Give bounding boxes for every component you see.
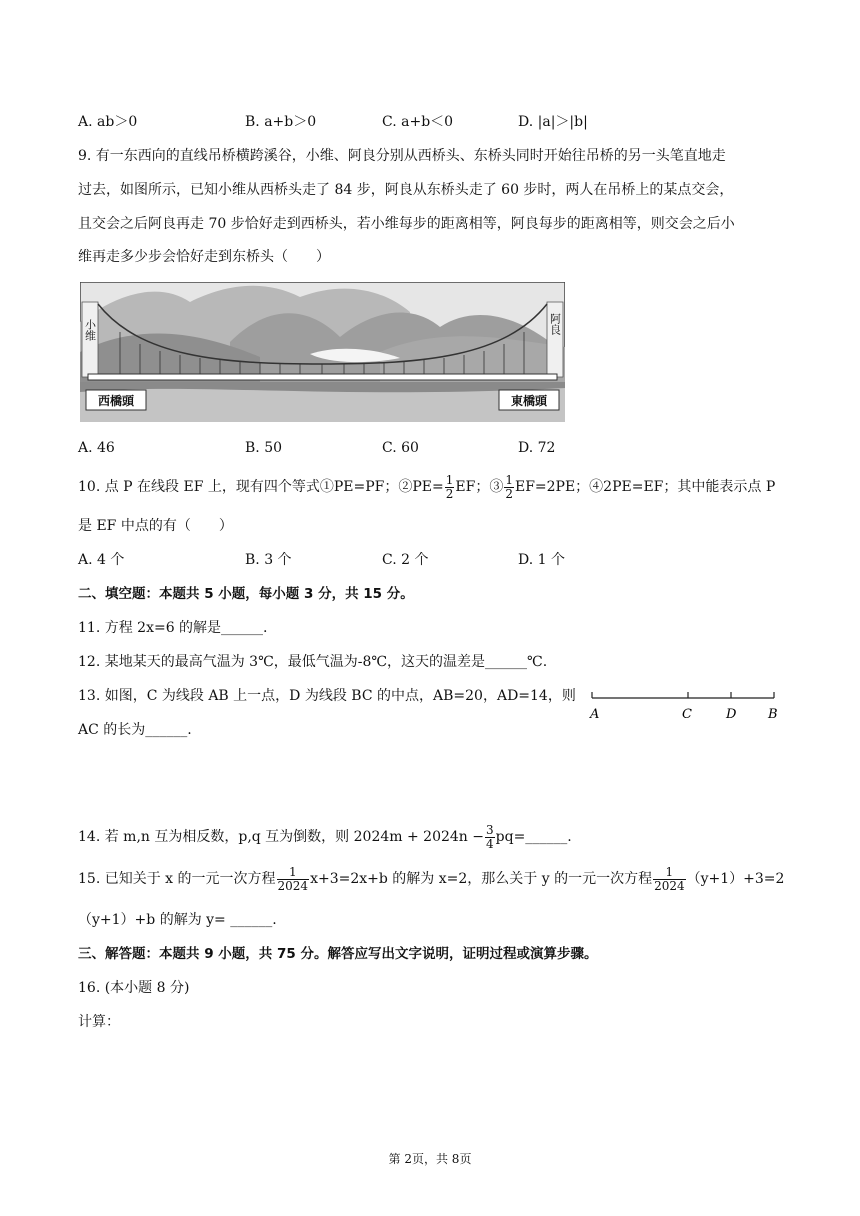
q10-frac-den-1: 2 <box>445 486 454 501</box>
q15-mid: x+3=2x+b 的解为 x=2，那么关于 y 的一元一次方程 <box>310 871 653 887</box>
q15-fraction-2 <box>653 866 686 893</box>
q10-frac-num-2: 1 <box>505 472 513 487</box>
q8-option-b: B. a+b＞0 <box>245 114 317 130</box>
q14-pre: 14. 若 m,n 互为相反数，p,q 互为倒数，则 2024m + 2024n − <box>78 829 484 845</box>
q9-option-d: D. 72 <box>518 440 556 456</box>
q10-option-a: A. 4 个 <box>78 552 125 568</box>
q11-text: 11. 方程 2x=6 的解是______. <box>78 620 268 636</box>
q8-option-a: A. ab＞0 <box>78 114 138 130</box>
east-bridge-label: 東橋頭 <box>510 394 548 408</box>
q15-frac-num-2: 1 <box>653 866 686 880</box>
q15-pre: 15. 已知关于 x 的一元一次方程 <box>78 871 276 887</box>
q15-post: （y+1）+3=2 <box>686 871 785 887</box>
q15-line-1 <box>78 864 784 894</box>
q15-line-2: （y+1）+b 的解为 y= ______. <box>78 912 277 928</box>
q10-fraction-2 <box>504 474 514 501</box>
q10-frac-num-1: 1 <box>445 472 454 487</box>
q9-option-b: B. 50 <box>245 440 283 456</box>
q10-part-3: EF=2PE；④2PE=EF；其中能表示点 P <box>514 479 776 495</box>
q10-line-1 <box>78 472 775 502</box>
q8-option-c: C. a+b＜0 <box>382 114 454 130</box>
point-d-label: D <box>726 707 737 722</box>
q10-line-2: 是 EF 中点的有（ ） <box>78 518 233 534</box>
q10-part-1: 10. 点 P 在线段 EF 上，现有四个等式①PE=PF；②PE= <box>78 479 444 495</box>
q15-frac-den-2: 2024 <box>654 878 685 893</box>
point-a-label: A <box>590 707 600 722</box>
q9-option-c: C. 60 <box>382 440 419 456</box>
q15-fraction-1 <box>277 866 310 893</box>
west-bridge-label: 西橋頭 <box>97 394 135 408</box>
q16-text: 计算： <box>78 1014 120 1030</box>
q15-frac-den-1: 2024 <box>277 878 309 893</box>
q13-line-1: 13. 如图，C 为线段 AB 上一点，D 为线段 BC 的中点，AB=20，AD=14，则 <box>78 688 576 704</box>
q14-frac-num: 3 <box>486 822 494 837</box>
section-2-heading: 二、填空题：本题共 5 小题，每小题 3 分，共 15 分。 <box>78 586 414 602</box>
point-c-label: C <box>682 707 692 722</box>
bridge-right-person: 阿良 <box>548 313 562 335</box>
q14-text <box>78 822 572 852</box>
q13-line-2: AC 的长为______. <box>78 722 192 738</box>
q16-title: 16. (本小题 8 分) <box>78 980 190 996</box>
q9-line-2: 过去，如图所示，已知小维从西桥头走了 84 步，阿良从东桥头走了 60 步时，两人在吊桥上的某点交会， <box>78 182 734 198</box>
q10-frac-den-2: 2 <box>505 486 513 501</box>
q10-option-c: C. 2 个 <box>382 552 429 568</box>
section-3-heading: 三、解答题：本题共 9 小题，共 75 分。解答应写出文字说明，证明过程或演算步骤。 <box>78 946 598 962</box>
q14-fraction <box>485 824 495 851</box>
bridge-left-person: 小维 <box>83 319 97 341</box>
q15-frac-num-1: 1 <box>277 866 310 880</box>
q10-option-b: B. 3 个 <box>245 552 292 568</box>
q9-option-a: A. 46 <box>78 440 115 456</box>
q14-post: pq=______. <box>495 829 572 845</box>
q10-fraction-1 <box>445 474 455 501</box>
q14-frac-den: 4 <box>486 836 494 851</box>
q9-line-1: 9. 有一东西向的直线吊桥横跨溪谷，小维、阿良分别从西桥头、东桥头同时开始往吊桥的另一头笔直地走 <box>78 148 726 164</box>
q8-option-d: D. |a|＞|b| <box>518 114 588 130</box>
q13-segment-figure <box>582 684 782 724</box>
page-footer: 第 2页，共 8页 <box>388 1152 472 1166</box>
point-b-label: B <box>768 707 778 722</box>
q9-line-4: 维再走多少步会恰好走到东桥头（ ） <box>78 249 330 265</box>
bridge-figure <box>80 282 565 422</box>
q12-text: 12. 某地某天的最高气温为 3℃，最低气温为-8℃，这天的温差是______℃. <box>78 654 548 670</box>
q10-option-d: D. 1 个 <box>518 552 565 568</box>
q10-part-2: EF；③ <box>455 479 504 495</box>
q9-line-3: 且交会之后阿良再走 70 步恰好走到西桥头，若小维每步的距离相等，阿良每步的距离相等，则交会之后小 <box>78 216 735 232</box>
